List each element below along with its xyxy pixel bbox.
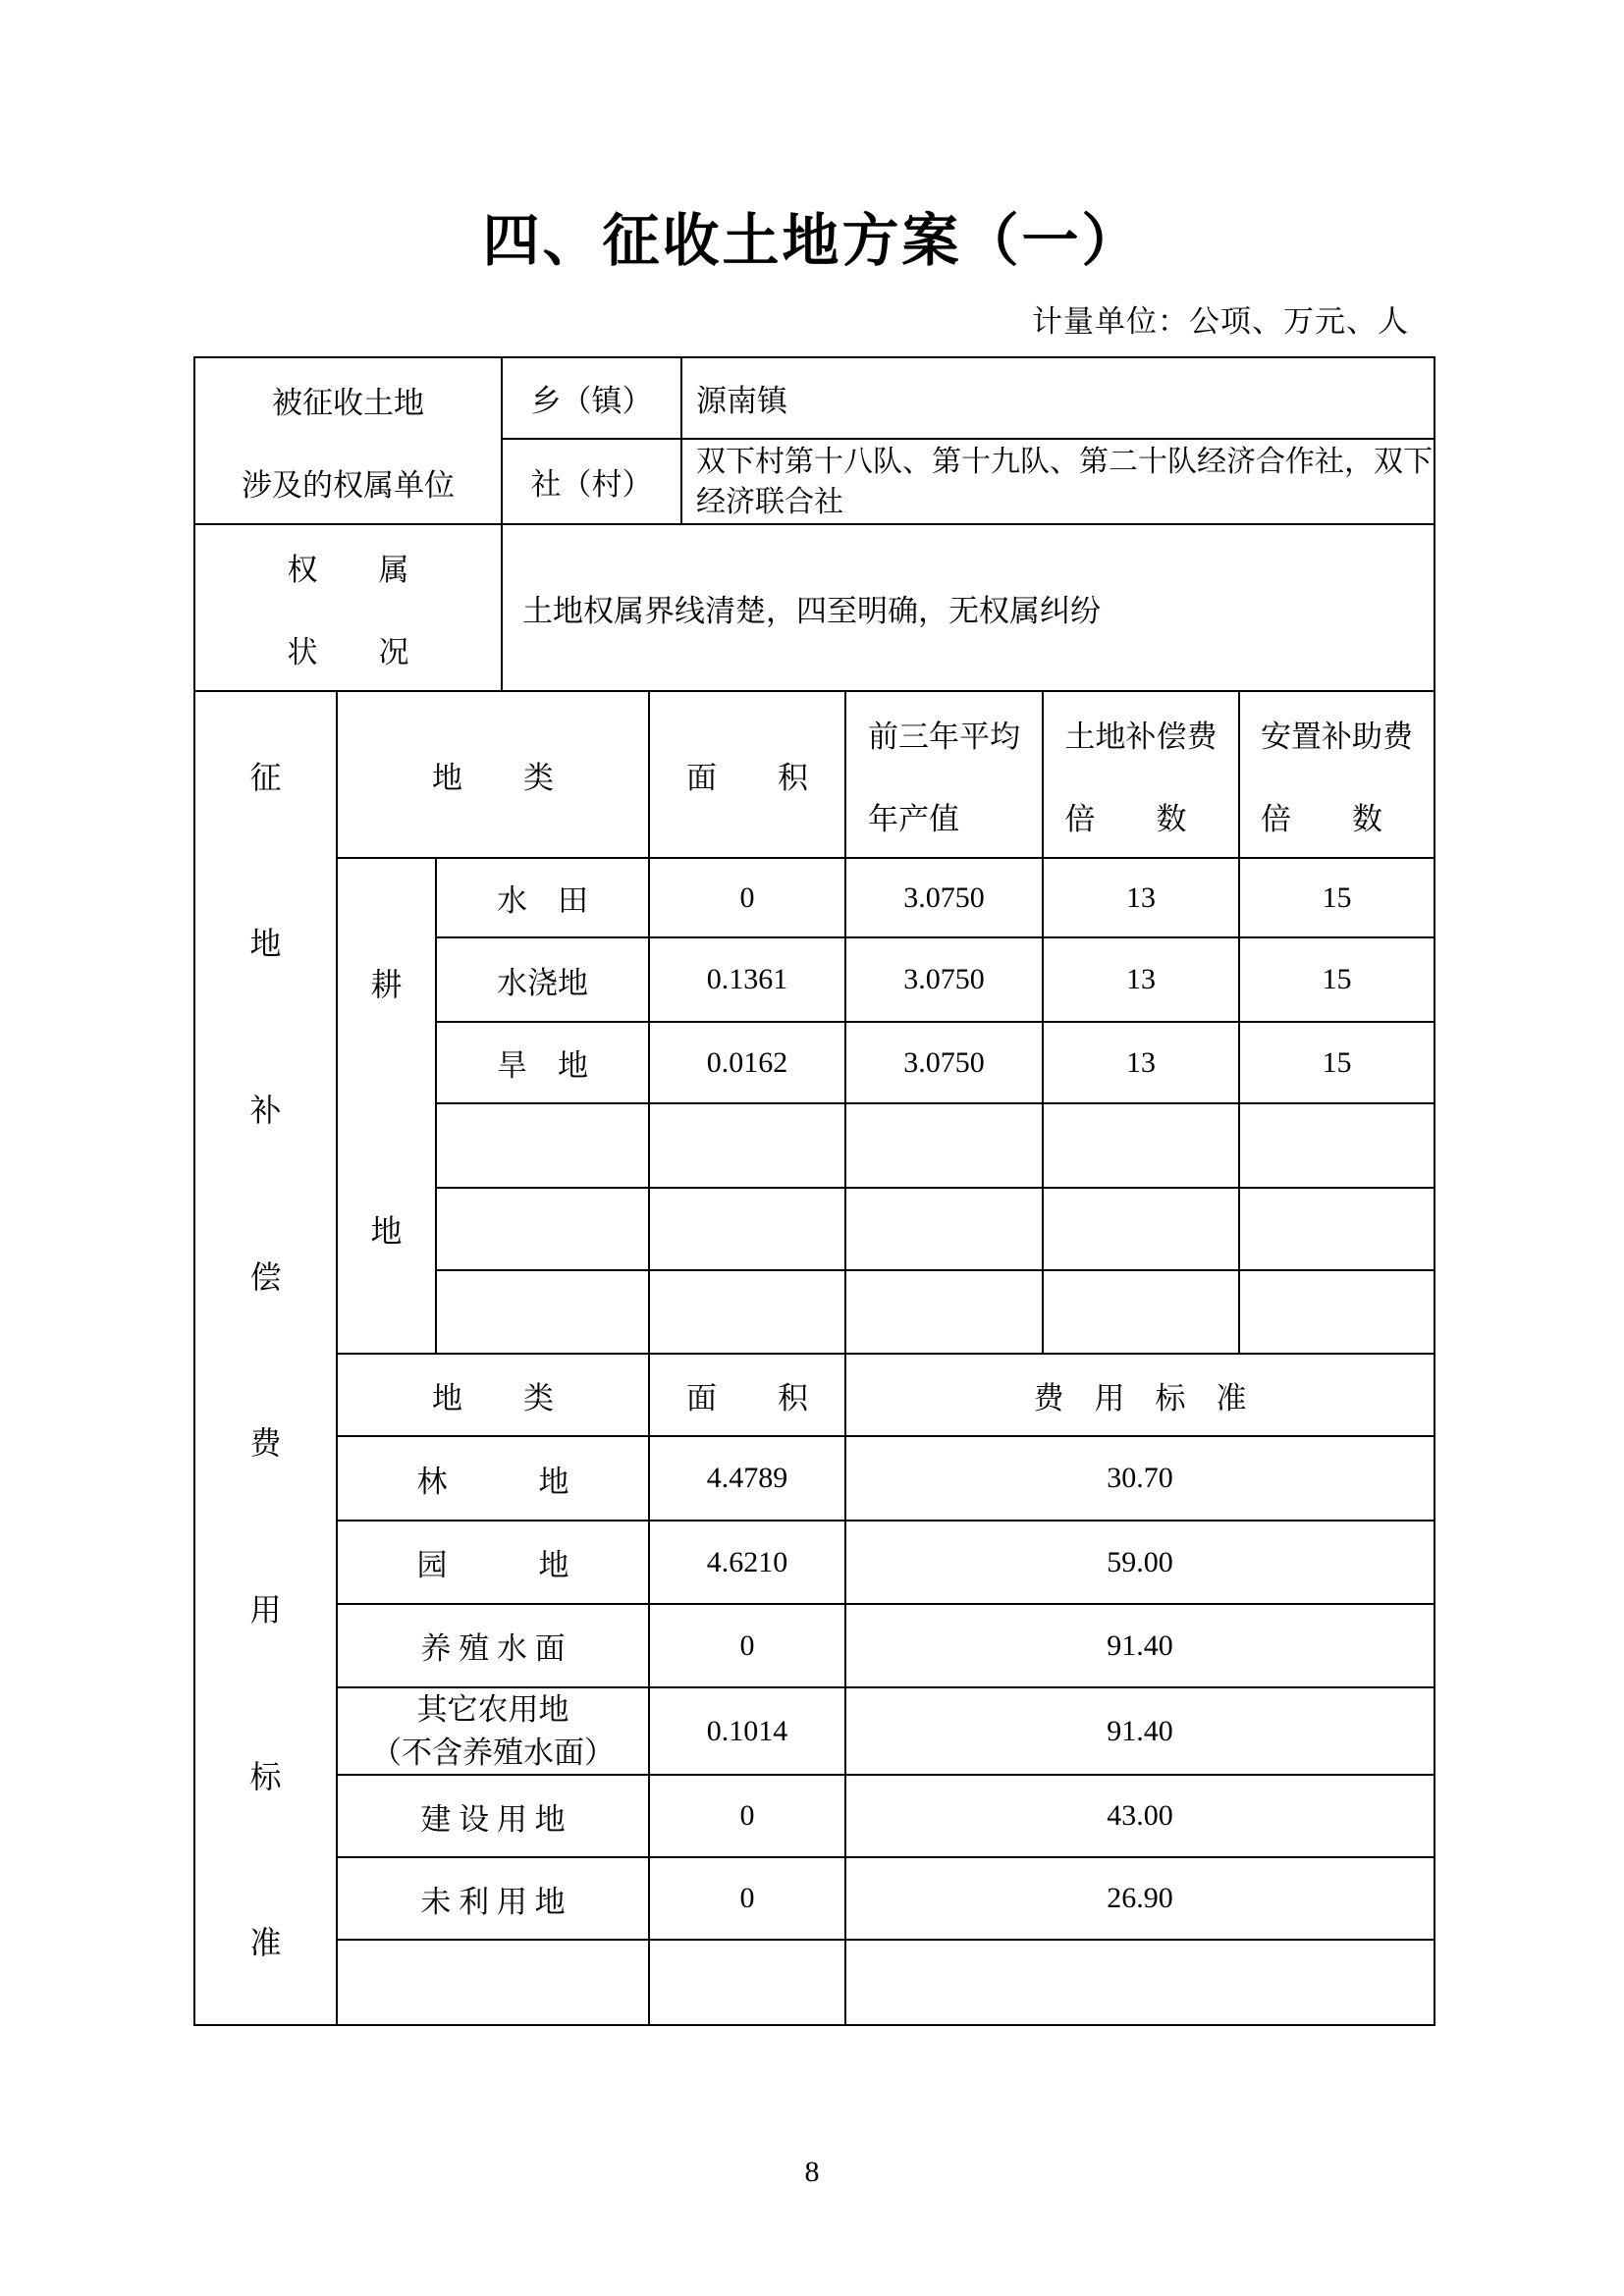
empty-row-resettle-multiple	[1240, 1104, 1434, 1189]
empty-row-avg	[846, 1271, 1044, 1355]
row-unused-fee: 26.90	[846, 1858, 1434, 1941]
empty-row-area	[650, 1189, 846, 1271]
empty-row-avg	[846, 1104, 1044, 1189]
empty-row-land-multiple	[1044, 1189, 1240, 1271]
empty-row-type	[437, 1271, 650, 1355]
tenure-section	[195, 525, 1434, 692]
side-label-char: 费	[249, 1425, 282, 1462]
header-land-type-lower: 地 类	[338, 1355, 650, 1437]
header-avg-output	[846, 692, 1044, 859]
village-label-cell: 社（村）	[503, 440, 682, 525]
header-land-compensation-line2: 倍 数	[1064, 801, 1187, 836]
ownership-label-line2: 涉及的权属单位	[242, 467, 455, 503]
tenure-label-line2: 状 况	[287, 634, 409, 669]
empty-row-land-multiple	[1044, 1104, 1240, 1189]
row-construction-type: 建 设 用 地	[338, 1776, 650, 1858]
row-dryland-type: 旱 地	[437, 1023, 650, 1104]
group-label-char: 耕	[370, 966, 403, 1002]
row-paddy-land-multiple: 13	[1044, 859, 1240, 938]
row-forest-fee: 30.70	[846, 1437, 1434, 1522]
page-number: 8	[804, 2156, 820, 2188]
row-unused-type: 未 利 用 地	[338, 1858, 650, 1941]
row-aquaculture-area: 0	[650, 1605, 846, 1688]
empty-row-area	[650, 1271, 846, 1355]
land-acquisition-table	[193, 356, 1435, 2026]
village-value-cell	[682, 440, 1434, 525]
ownership-label-line1: 被征收土地	[272, 385, 424, 420]
cultivated-land-group-label	[338, 859, 437, 1355]
row-irrigated-area: 0.1361	[650, 938, 846, 1023]
header-fee-standard: 费 用 标 准	[846, 1355, 1434, 1437]
row-construction-area: 0	[650, 1776, 846, 1858]
measurement-unit-note: 计量单位：公项、万元、人	[1032, 304, 1409, 339]
ownership-section	[195, 358, 1434, 525]
ownership-label-cell	[195, 358, 503, 525]
empty-row-area	[650, 1941, 846, 2024]
township-value-cell: 源南镇	[682, 358, 1434, 440]
row-irrigated-type: 水浇地	[437, 938, 650, 1023]
empty-row-land-multiple	[1044, 1271, 1240, 1355]
row-garden-fee: 59.00	[846, 1522, 1434, 1605]
empty-row-type	[437, 1189, 650, 1271]
compensation-tables	[338, 692, 1434, 2024]
empty-row-fee	[846, 1941, 1434, 2024]
row-irrigated-resettle-multiple: 15	[1240, 938, 1434, 1023]
side-label-char: 地	[249, 926, 282, 962]
row-construction-fee: 43.00	[846, 1776, 1434, 1858]
compensation-side-label	[195, 692, 338, 2024]
tenure-value-cell: 土地权属界线清楚，四至明确，无权属纠纷	[503, 525, 1434, 692]
row-garden-type: 园 地	[338, 1522, 650, 1605]
village-value-line1: 双下村第十八队、第十九队、第二十队经济合作社，双下	[696, 445, 1433, 478]
empty-row-resettle-multiple	[1240, 1271, 1434, 1355]
header-area: 面 积	[650, 692, 846, 859]
row-unused-area: 0	[650, 1858, 846, 1941]
header-land-type: 地 类	[338, 692, 650, 859]
row-other-agricultural-type-line1: 其它农用地	[416, 1691, 569, 1727]
empty-row-area	[650, 1104, 846, 1189]
empty-row-type	[338, 1941, 650, 2024]
row-aquaculture-fee: 91.40	[846, 1605, 1434, 1688]
row-paddy-type: 水 田	[437, 859, 650, 938]
row-paddy-avg: 3.0750	[846, 859, 1044, 938]
cultivated-land-subtable	[338, 692, 1434, 1355]
row-dryland-avg: 3.0750	[846, 1023, 1044, 1104]
side-label-char: 补	[249, 1093, 282, 1129]
row-dryland-land-multiple: 13	[1044, 1023, 1240, 1104]
row-irrigated-land-multiple: 13	[1044, 938, 1240, 1023]
empty-row-type	[437, 1104, 650, 1189]
row-irrigated-avg: 3.0750	[846, 938, 1044, 1023]
row-other-agricultural-type	[338, 1688, 650, 1776]
empty-row-resettle-multiple	[1240, 1189, 1434, 1271]
township-label-cell: 乡（镇）	[503, 358, 682, 440]
row-dryland-area: 0.0162	[650, 1023, 846, 1104]
tenure-label-cell	[195, 525, 503, 692]
tenure-label-line1: 权 属	[287, 552, 409, 587]
row-forest-area: 4.4789	[650, 1437, 846, 1522]
empty-row-avg	[846, 1189, 1044, 1271]
header-land-compensation-line1: 土地补偿费	[1064, 719, 1218, 754]
other-land-subtable	[338, 1355, 1434, 2024]
row-other-agricultural-fee: 91.40	[846, 1688, 1434, 1776]
side-label-char: 偿	[249, 1258, 282, 1295]
side-label-char: 征	[249, 759, 282, 795]
row-forest-type: 林 地	[338, 1437, 650, 1522]
row-dryland-resettle-multiple: 15	[1240, 1023, 1434, 1104]
header-resettlement-line2: 倍 数	[1261, 801, 1382, 836]
row-paddy-area: 0	[650, 859, 846, 938]
header-land-compensation	[1044, 692, 1240, 859]
row-other-agricultural-area: 0.1014	[650, 1688, 846, 1776]
row-paddy-resettle-multiple: 15	[1240, 859, 1434, 938]
row-garden-area: 4.6210	[650, 1522, 846, 1605]
header-resettlement-subsidy	[1240, 692, 1434, 859]
header-resettlement-line1: 安置补助费	[1261, 719, 1413, 754]
side-label-char: 用	[249, 1591, 282, 1628]
row-aquaculture-type: 养 殖 水 面	[338, 1605, 650, 1688]
page-title: 四、征收土地方案（一）	[482, 209, 1142, 273]
header-area-lower: 面 积	[650, 1355, 846, 1437]
group-label-char: 地	[370, 1213, 403, 1250]
header-avg-output-line1: 前三年平均	[868, 719, 1020, 754]
header-avg-output-line2: 年产值	[868, 801, 959, 836]
compensation-section	[195, 692, 1434, 2024]
side-label-char: 标	[249, 1758, 282, 1794]
row-other-agricultural-type-line2: （不含养殖水面）	[371, 1735, 615, 1770]
village-value-line2: 经济联合社	[696, 485, 843, 518]
side-label-char: 准	[249, 1925, 282, 1961]
